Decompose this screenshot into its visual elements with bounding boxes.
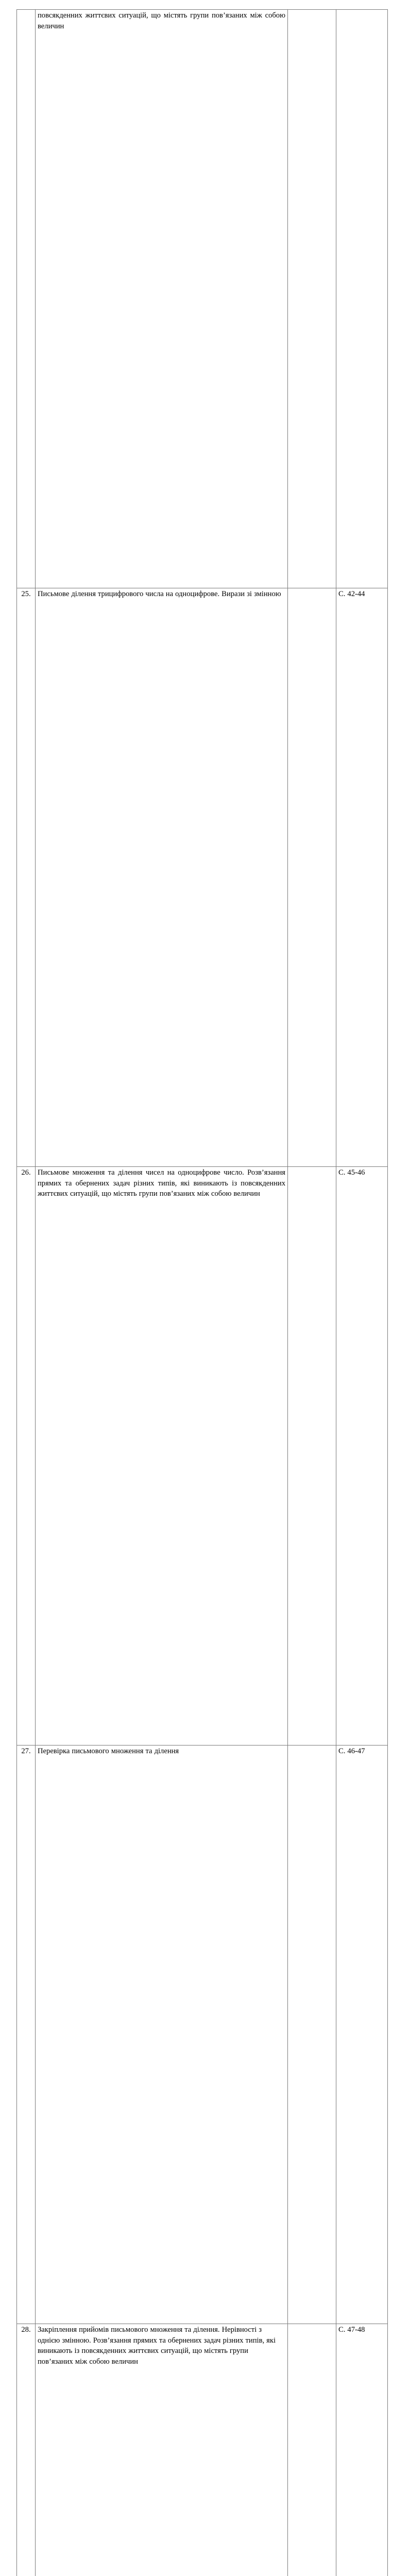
- row-number-cell: 27.: [17, 1745, 36, 2324]
- row-blank-cell: [288, 1745, 336, 2324]
- row-number-cell: 25.: [17, 588, 36, 1167]
- table-row: [17, 588, 388, 1167]
- table-row: [17, 2324, 388, 2576]
- row-number-cell: 28.: [17, 2324, 36, 2576]
- row-topic-cell: Письмове ділення трицифрового числа на одноцифрове. Вирази зі змінною: [36, 588, 288, 1167]
- table-body: [17, 10, 388, 2576]
- document-page: [0, 0, 409, 579]
- row-blank-cell: [288, 1167, 336, 1745]
- table-row: [17, 10, 388, 588]
- row-pages-cell: С. 42-44: [336, 588, 388, 1167]
- row-blank-cell: [288, 10, 336, 588]
- row-topic-cell: Письмове множення та ділення чисел на одноцифрове число. Розв’язання прямих та обернених задач різних типів, які виникають із повсякденних життєвих ситуацій, що містять групи пов’язаних між собою величин: [36, 1167, 288, 1745]
- row-pages-cell: С. 47-48: [336, 2324, 388, 2576]
- row-topic-cell: повсякденних життєвих ситуацій, що містять групи пов’язаних між собою величин: [36, 10, 288, 588]
- table-row: [17, 1745, 388, 2324]
- row-number-cell: [17, 10, 36, 588]
- row-topic-cell: Перевірка письмового множення та ділення: [36, 1745, 288, 2324]
- row-number-cell: 26.: [17, 1167, 36, 1745]
- row-blank-cell: [288, 588, 336, 1167]
- row-topic-cell: Закріплення прийомів письмового множення та ділення. Нерівності з однією змінною. Розв’язання прямих та обернених задач різних типів, які виникають із повсякденних життєвих ситуацій, що містять групи пов’язаних між собою величин: [36, 2324, 288, 2576]
- lesson-plan-table: [16, 9, 388, 2576]
- table-row: [17, 1167, 388, 1745]
- row-pages-cell: С. 45-46: [336, 1167, 388, 1745]
- row-pages-cell: [336, 10, 388, 588]
- row-blank-cell: [288, 2324, 336, 2576]
- row-pages-cell: С. 46-47: [336, 1745, 388, 2324]
